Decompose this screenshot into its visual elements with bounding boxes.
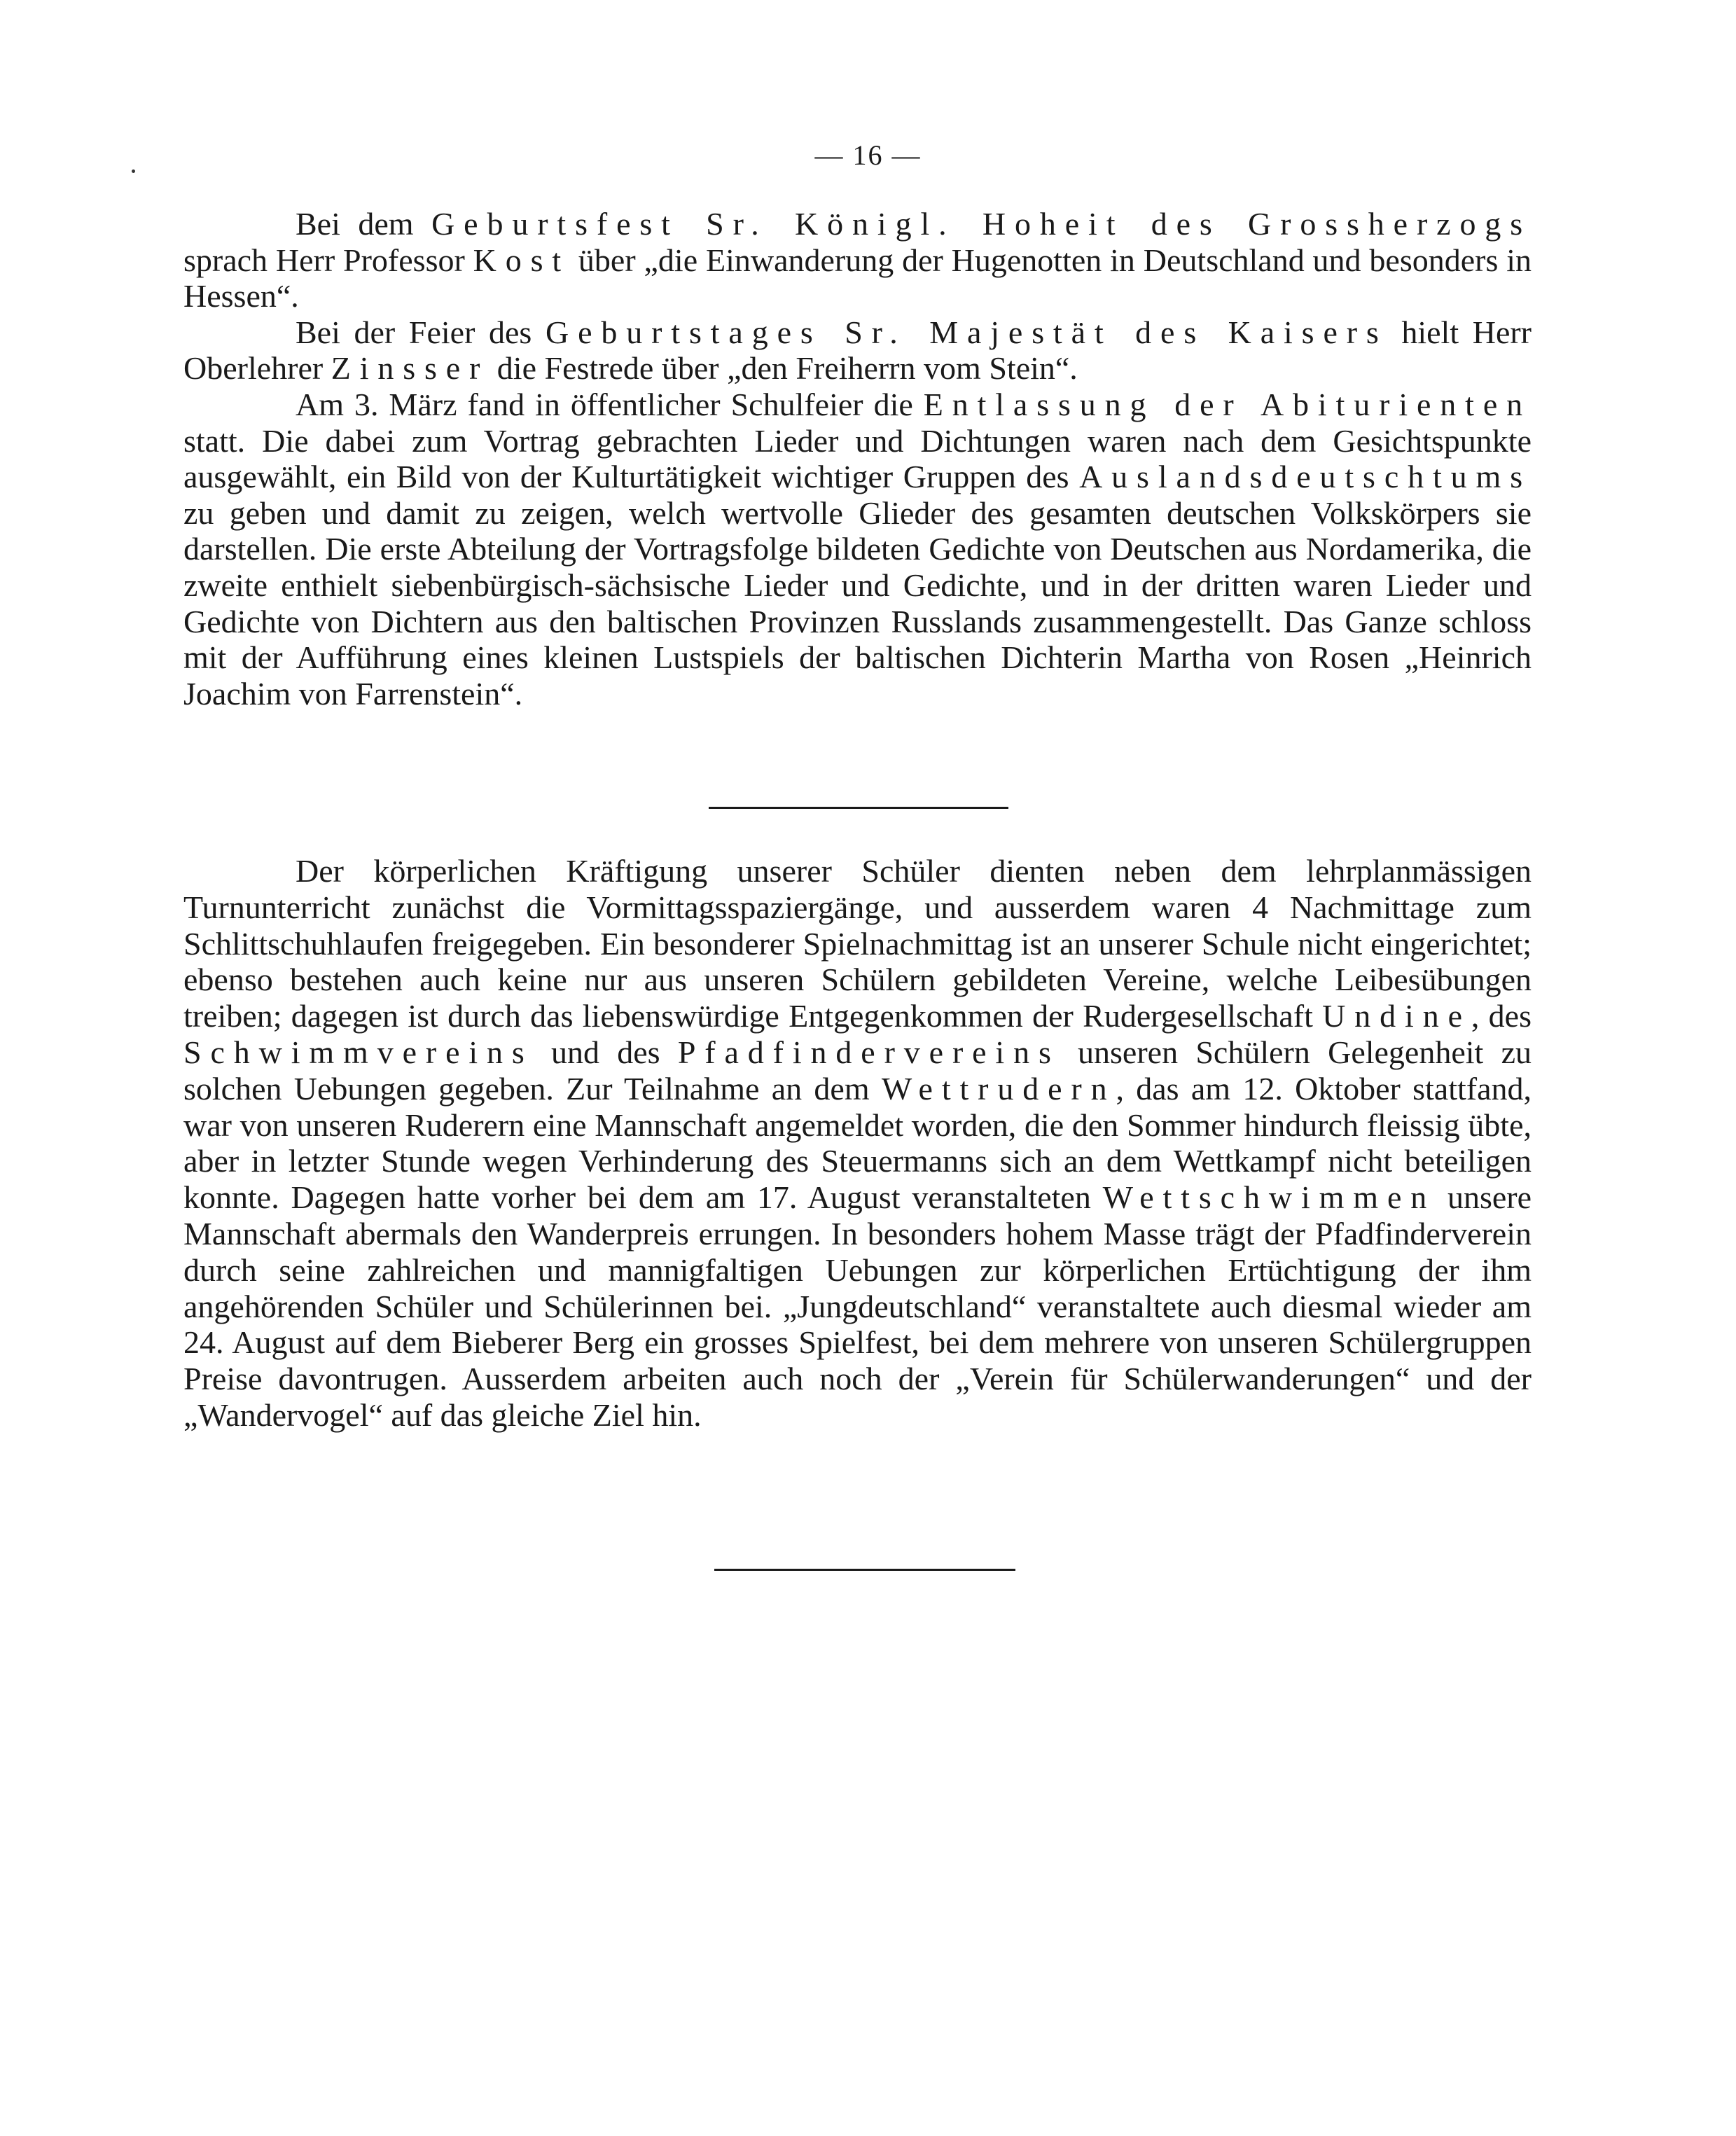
paragraph <box>183 206 1532 314</box>
paragraph-text: und des <box>533 1034 678 1070</box>
section-divider-rule <box>709 807 1008 809</box>
section-physical-education <box>183 853 1532 1434</box>
emphasized-text: Wettschwimmen <box>1102 1179 1436 1216</box>
emphasized-text: Pfadfindervereins <box>677 1034 1060 1070</box>
emphasized-text: Wettrudern <box>881 1070 1116 1107</box>
paragraph-text: hielt Herr Oberlehrer <box>183 314 1532 387</box>
paragraph-text: , des <box>1471 998 1532 1034</box>
paragraph <box>183 314 1532 387</box>
paragraph-text: unsere Mannschaft abermals den Wanderpreis errungen. In besonders hohem Masse trägt der Pfadfinderverein durch seine zahlreichen und mannigfaltigen Uebungen zur körperlichen Ertüchtigung der ihm angehörenden Schüler und Schülerinnen bei. „Jungdeutschland“ veranstaltete auch diesmal wieder am 24. August auf dem Bieberer Berg ein grosses Spielfest, bei dem mehrere von unseren Schülergruppen Preise davontrugen. Ausserdem arbeiten auch noch der „Verein für Schülerwanderungen“ und der „Wandervogel“ auf das gleiche Ziel hin. <box>183 1179 1532 1433</box>
paragraph-text: Der körperlichen Kräftigung unserer Schüler dienten neben dem lehrplanmässigen Turnunterricht zunächst die Vormittagsspaziergänge, und ausserdem waren 4 Nachmittage zum Schlittschuhlaufen freigegeben. Ein besonderer Spielnachmittag ist an unserer Schule nicht eingerichtet; ebenso bestehen auch keine nur aus unseren Schülern gebildeten Vereine, welche Leibesübungen treiben; dagegen ist durch das liebenswürdige Entgegenkommen der Rudergesellschaft <box>183 853 1532 1034</box>
paragraph <box>183 853 1532 1434</box>
paragraph-text: , das am 12. Oktober stattfand, war von unseren Ruderern eine Mannschaft angemeldet worden, die den Sommer hindurch fleissig übte, aber in letzter Stunde wegen Verhinderung des Steuermanns sich an dem Wettkampf nicht beteiligen konnte. Dagegen hatte vorher bei dem am 17. August veranstalteten <box>183 1070 1532 1216</box>
emphasized-text: Geburtstages Sr. Majestät des Kaisers <box>545 314 1388 350</box>
paragraph-text: über „die Einwanderung der Hugenotten in Deutschland und besonders in Hessen“. <box>183 242 1532 314</box>
paragraph-text: Am 3. März fand in öffentlicher Schulfeier die <box>296 386 924 422</box>
emphasized-text: Schwimmvereins <box>183 1034 534 1070</box>
emphasized-text: Zinsser <box>331 350 489 387</box>
paragraph-text: Bei dem <box>296 206 432 242</box>
paragraph-text: Bei der Feier des <box>296 314 546 350</box>
emphasized-text: Kost <box>473 242 571 278</box>
paragraph-text: die Festrede über „den Freiherrn vom Stein“. <box>489 350 1078 387</box>
paragraph <box>183 387 1532 712</box>
section-school-celebrations <box>183 206 1532 712</box>
page-number: — 16 — <box>814 139 922 171</box>
paragraph-text: unseren Schülern Gelegenheit zu solchen Uebungen gegeben. Zur Teilnahme an dem <box>183 1034 1532 1107</box>
end-divider-rule <box>714 1569 1015 1571</box>
emphasized-text: Auslandsdeutschtums <box>1079 459 1532 495</box>
paragraph-text: sprach Herr Professor <box>183 242 473 278</box>
emphasized-text: Undine <box>1322 998 1471 1034</box>
paragraph-text: zu geben und damit zu zeigen, welch wertvolle Glieder des gesamten deutschen Volkskörpers sie darstellen. Die erste Abteilung der Vortragsfolge bildeten Gedichte von Deutschen aus Nordamerika, die zweite enthielt siebenbürgisch-sächsische Lieder und Gedichte, und in der dritten waren Lieder und Gedichte von Dichtern aus den baltischen Provinzen Russlands zusammengestellt. Das Ganze schloss mit der Aufführung eines kleinen Lustspiels der baltischen Dichterin Martha von Rosen „Heinrich Joachim von Farrenstein“. <box>183 494 1532 712</box>
emphasized-text: Geburtsfest Sr. Königl. Hoheit des Grossherzogs <box>431 206 1532 242</box>
paragraph-text: statt. Die dabei zum Vortrag gebrachten Lieder und Dichtungen waren nach dem Gesichtspunkte ausgewählt, ein Bild von der Kulturtätigkeit wichtiger Gruppen des <box>183 422 1532 495</box>
emphasized-text: Entlassung der Abiturienten <box>923 386 1532 422</box>
